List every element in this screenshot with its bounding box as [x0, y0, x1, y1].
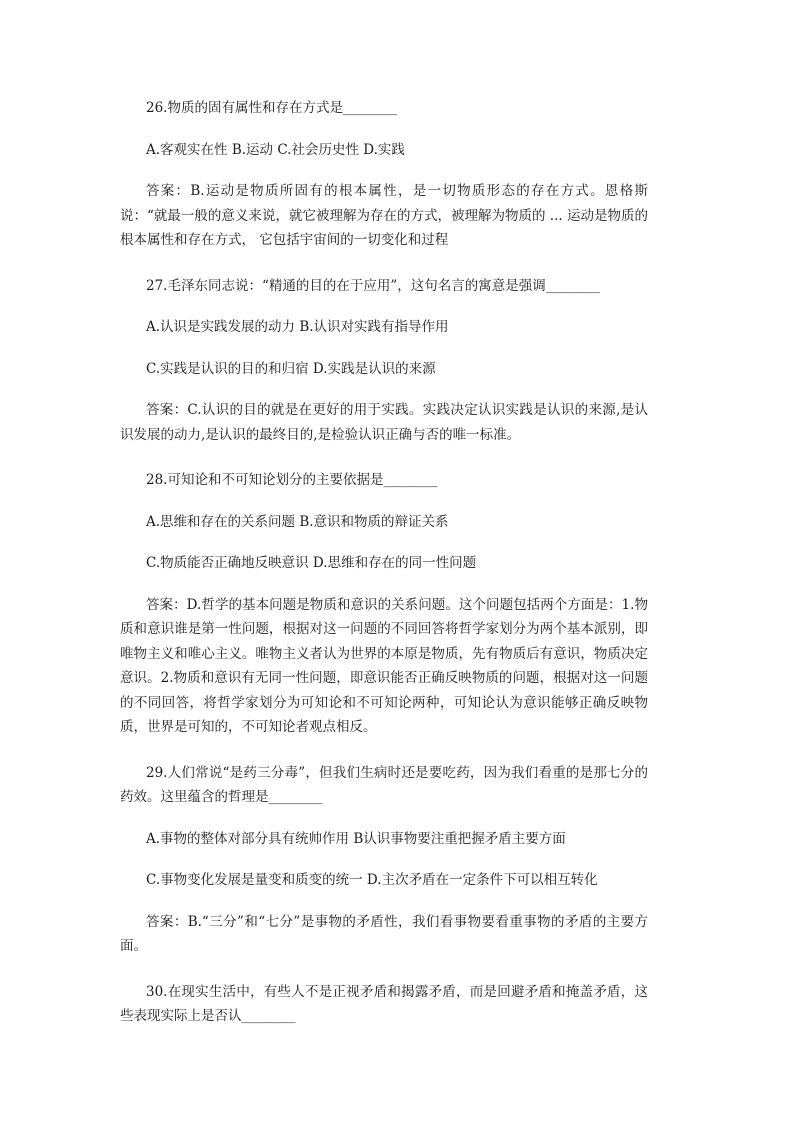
- answer-28: 答案：D.哲学的基本问题是物质和意识的关系问题。这个问题包括两个方面是：1.物质和意识谁是第一性问题，根据对这一问题的不同回答将哲学家划分为两个基本派别，即唯物主义和唯心主义。唯物主义者认为世界的本原是物质，先有物质后有意识，物质决定意识。2.物质和意识有无同一性问题，即意识能否正确反映物质的问题，根据对这一问题的不同回答，将哲学家划分为可知论和不可知论两种，可知论认为意识能够正确反映物质，世界是可知的，不可知论者观点相反。: [120, 596, 648, 735]
- question-28: 28.可知论和不可知论划分的主要依据是________: [146, 472, 438, 488]
- options-29-c-d: C.事物变化发展是量变和质变的统一 D.主次矛盾在一定条件下可以相互转化: [146, 872, 598, 888]
- options-28-a-b: A.思维和存在的关系问题 B.意识和物质的辩证关系: [146, 513, 449, 530]
- options-27-c-d: C.实践是认识的目的和归宿 D.实践是认识的来源: [146, 360, 436, 377]
- answer-27: 答案：C.认识的目的就是在更好的用于实践。实践决定认识实践是认识的来源,是认识发展的动力,是认识的最终目的,是检验认识正确与否的唯一标准。: [120, 402, 648, 443]
- question-30: 30.在现实生活中，有些人不是正视矛盾和揭露矛盾，而是回避矛盾和掩盖矛盾，这些表现实际上是否认________: [120, 983, 648, 1024]
- options-28-c-d: C.物质能否正确地反映意识 D.思维和存在的同一性问题: [146, 555, 477, 571]
- options-27-a-b: A.认识是实践发展的动力 B.认识对实践有指导作用: [146, 319, 449, 335]
- options-29-a-b: A.事物的整体对部分具有统帅作用 B认识事物要注重把握矛盾主要方面: [146, 830, 566, 847]
- options-26: A.客观实在性 B.运动 C.社会历史性 D.实践: [146, 141, 405, 158]
- question-27: 27.毛泽东同志说：“精通的目的在于应用”，这句名言的寓意是强调________: [146, 277, 600, 294]
- question-26: 26.物质的固有属性和存在方式是________: [146, 100, 397, 116]
- answer-26: 答案：B.运动是物质所固有的根本属性，是一切物质形态的存在方式。恩格斯说：“就最一般的意义来说，就它被理解为存在的方式，被理解为物质的 ... 运动是物质的根本属性和存在方式， 它包括宇宙间的一切变化和过程: [120, 183, 648, 248]
- question-29: 29.人们常说“是药三分毒”，但我们生病时还是要吃药，因为我们看重的是那七分的药效。这里蕴含的哲理是________: [120, 764, 648, 805]
- answer-29: 答案：B.“三分”和“七分”是事物的矛盾性，我们看事物要看重事物的矛盾的主要方面。: [120, 913, 648, 954]
